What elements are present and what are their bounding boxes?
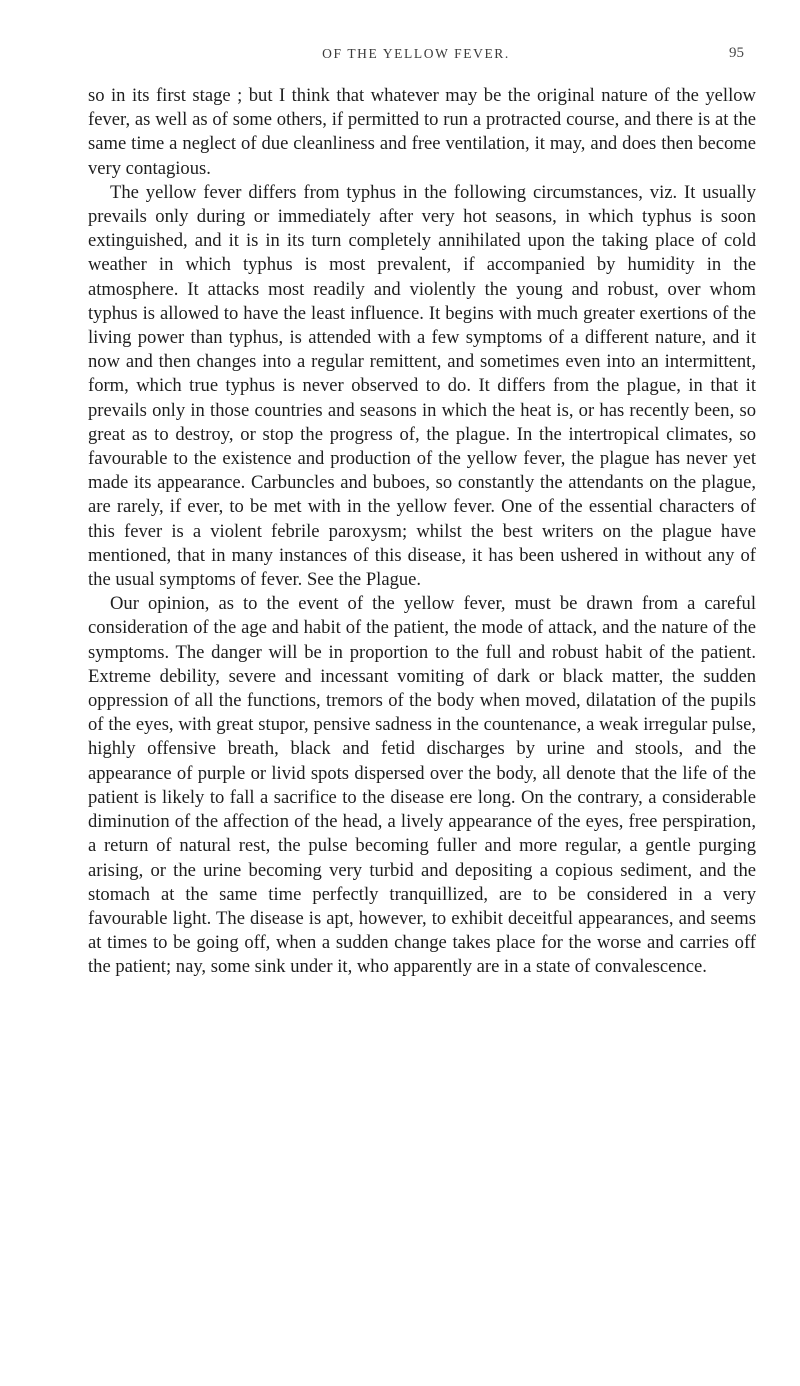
page-number: 95 (729, 45, 744, 61)
paragraph-comparison: The yellow fever differs from typhus in the following circumstances, viz. It usually prevails only during or immediately after very hot seasons, in which typhus is soon extinguished, and it is in its turn completely annihilated upon the taking place of cold weather in which typhus is most prevalent, if accompanied by humidity in the atmosphere. It attacks most readily and violently the young and robust, over whom typhus is allowed to have the least influence. It begins with much greater exertions of the living power than typhus, is attended with a few symptoms of a different nature, and it now and then changes into a regular remittent, and sometimes even into an intermittent, form, which true typhus is never observed to do. It differs from the plague, in that it prevails only in those countries and seasons in which the heat is, or has recently been, so great as to destroy, or stop the progress of, the plague. In the intertropical climates, so favourable to the existence and production of the yellow fever, the plague has never yet made its appearance. Carbuncles and buboes, so constantly the attendants on the plague, are rarely, if ever, to be met with in the yellow fever. One of the essential characters of this fever is a violent febrile paroxysm; whilst the best writers on the plague have mentioned, that in many instances of this disease, it has been ushered in without any of the usual symptoms of fever. See the Plague. (88, 181, 756, 591)
running-header (88, 46, 744, 70)
running-title: OF THE YELLOW FEVER. (322, 46, 510, 61)
body-text (88, 84, 756, 980)
paragraph-prognosis: Our opinion, as to the event of the yellow fever, must be drawn from a careful consideration of the age and habit of the patient, the mode of attack, and the nature of the symptoms. The danger will be in proportion to the full and robust habit of the patient. Extreme debility, severe and incessant vomiting of dark or black matter, the sudden oppression of all the functions, tremors of the body when moved, dilatation of the pupils of the eyes, with great stupor, pensive sadness in the countenance, a weak irregular pulse, highly offensive breath, black and fetid discharges by urine and stools, and the appearance of purple or livid spots dispersed over the body, all denote that the life of the patient is likely to fall a sacrifice to the disease ere long. On the contrary, a considerable diminution of the affection of the head, a lively appearance of the eyes, free perspiration, a return of natural rest, the pulse becoming fuller and more regular, a gentle purging arising, or the urine becoming very turbid and depositing a copious sediment, and the stomach at the same time perfectly tranquillized, are to be considered in a very favourable light. The disease is apt, however, to exhibit deceitful appearances, and seems at times to be going off, when a sudden change takes place for the worse and carries off the patient; nay, some sink under it, who apparently are in a state of convalescence. (88, 593, 756, 978)
paragraph-continuation: so in its first stage ; but I think that whatever may be the original nature of the yellow fever, as well as of some others, if permitted to run a protracted course, and there is at the same time a neglect of due cleanliness and free ventilation, it may, and does then become very contagious. (88, 85, 756, 179)
